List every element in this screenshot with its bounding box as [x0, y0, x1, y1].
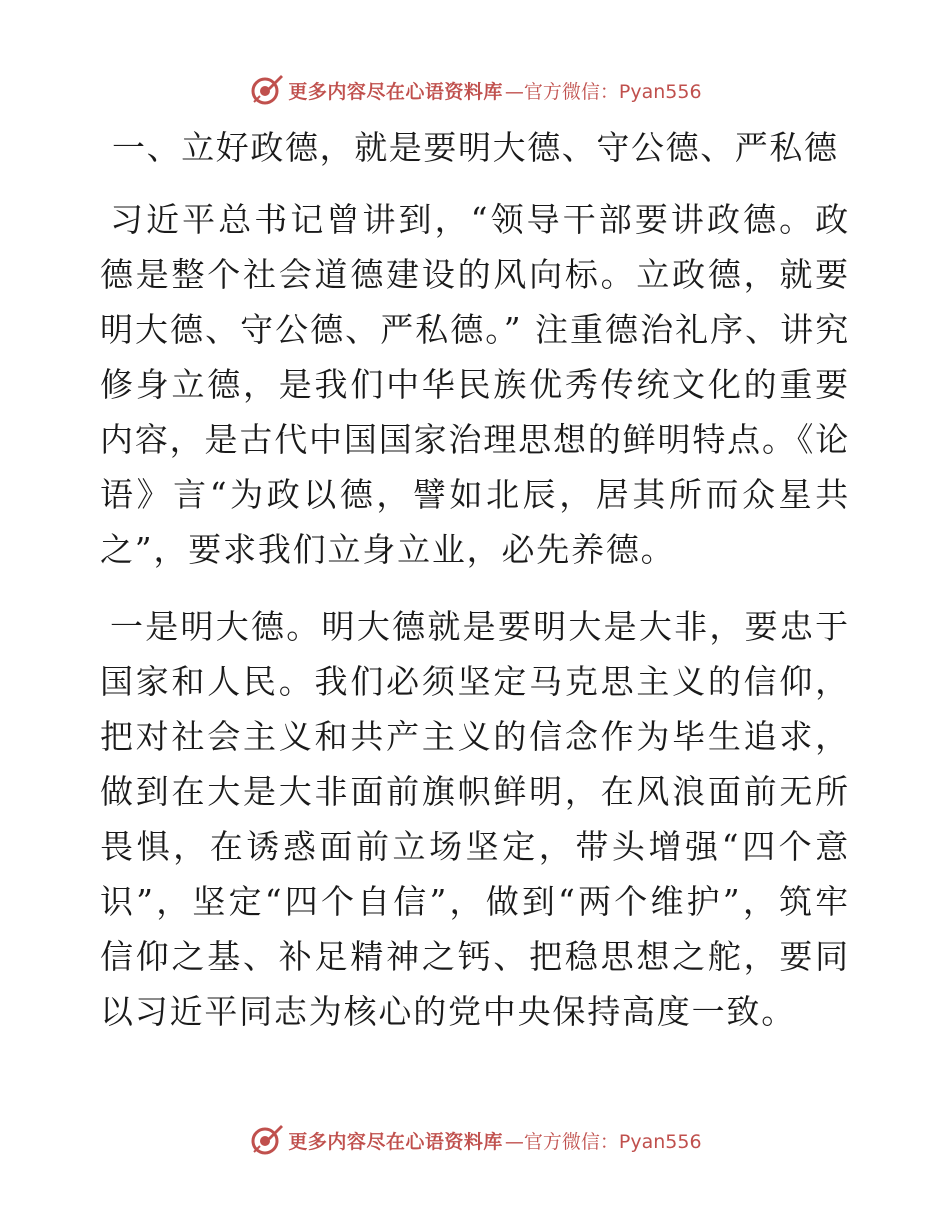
footer-brand-text: 更多内容尽在心语资料库 [288, 1130, 503, 1153]
section-heading: 一、立好政德，就是要明大德、守公德、严私德 [112, 128, 839, 167]
footer-banner [0, 1120, 950, 1160]
pen-circle-logo-icon [248, 1122, 284, 1158]
header-brand-text: 更多内容尽在心语资料库 [288, 80, 503, 103]
header-wechat-text: —官方微信：Pyan556 [504, 80, 702, 103]
paragraph-1: 习近平总书记曾讲到，“领导干部要讲政德。政德是整个社会道德建设的风向标。立政德，就要明大德、守公德、严私德。” 注重德治礼序、讲究修身立德，是我们中华民族优秀传统文化的重要内容，是古代中国国家治理思想的鲜明特点。《论语》言“为政以德，譬如北辰，居其所而众星共之”，要求我们立身立业，必先养德。 [100, 200, 850, 569]
document-body [100, 122, 850, 1039]
pen-circle-logo-icon [248, 72, 284, 108]
footer-wechat-text: —官方微信：Pyan556 [504, 1130, 702, 1153]
header-banner [0, 70, 950, 110]
paragraph-2: 一是明大德。明大德就是要明大是大非，要忠于国家和人民。我们必须坚定马克思主义的信仰，把对社会主义和共产主义的信念作为毕生追求，做到在大是大非面前旗帜鲜明，在风浪面前无所畏惧，在诱惑面前立场坚定，带头增强“四个意识”，坚定“四个自信”，做到“两个维护”，筑牢信仰之基、补足精神之钙、把稳思想之舵，要同以习近平同志为核心的党中央保持高度一致。 [100, 607, 850, 1031]
